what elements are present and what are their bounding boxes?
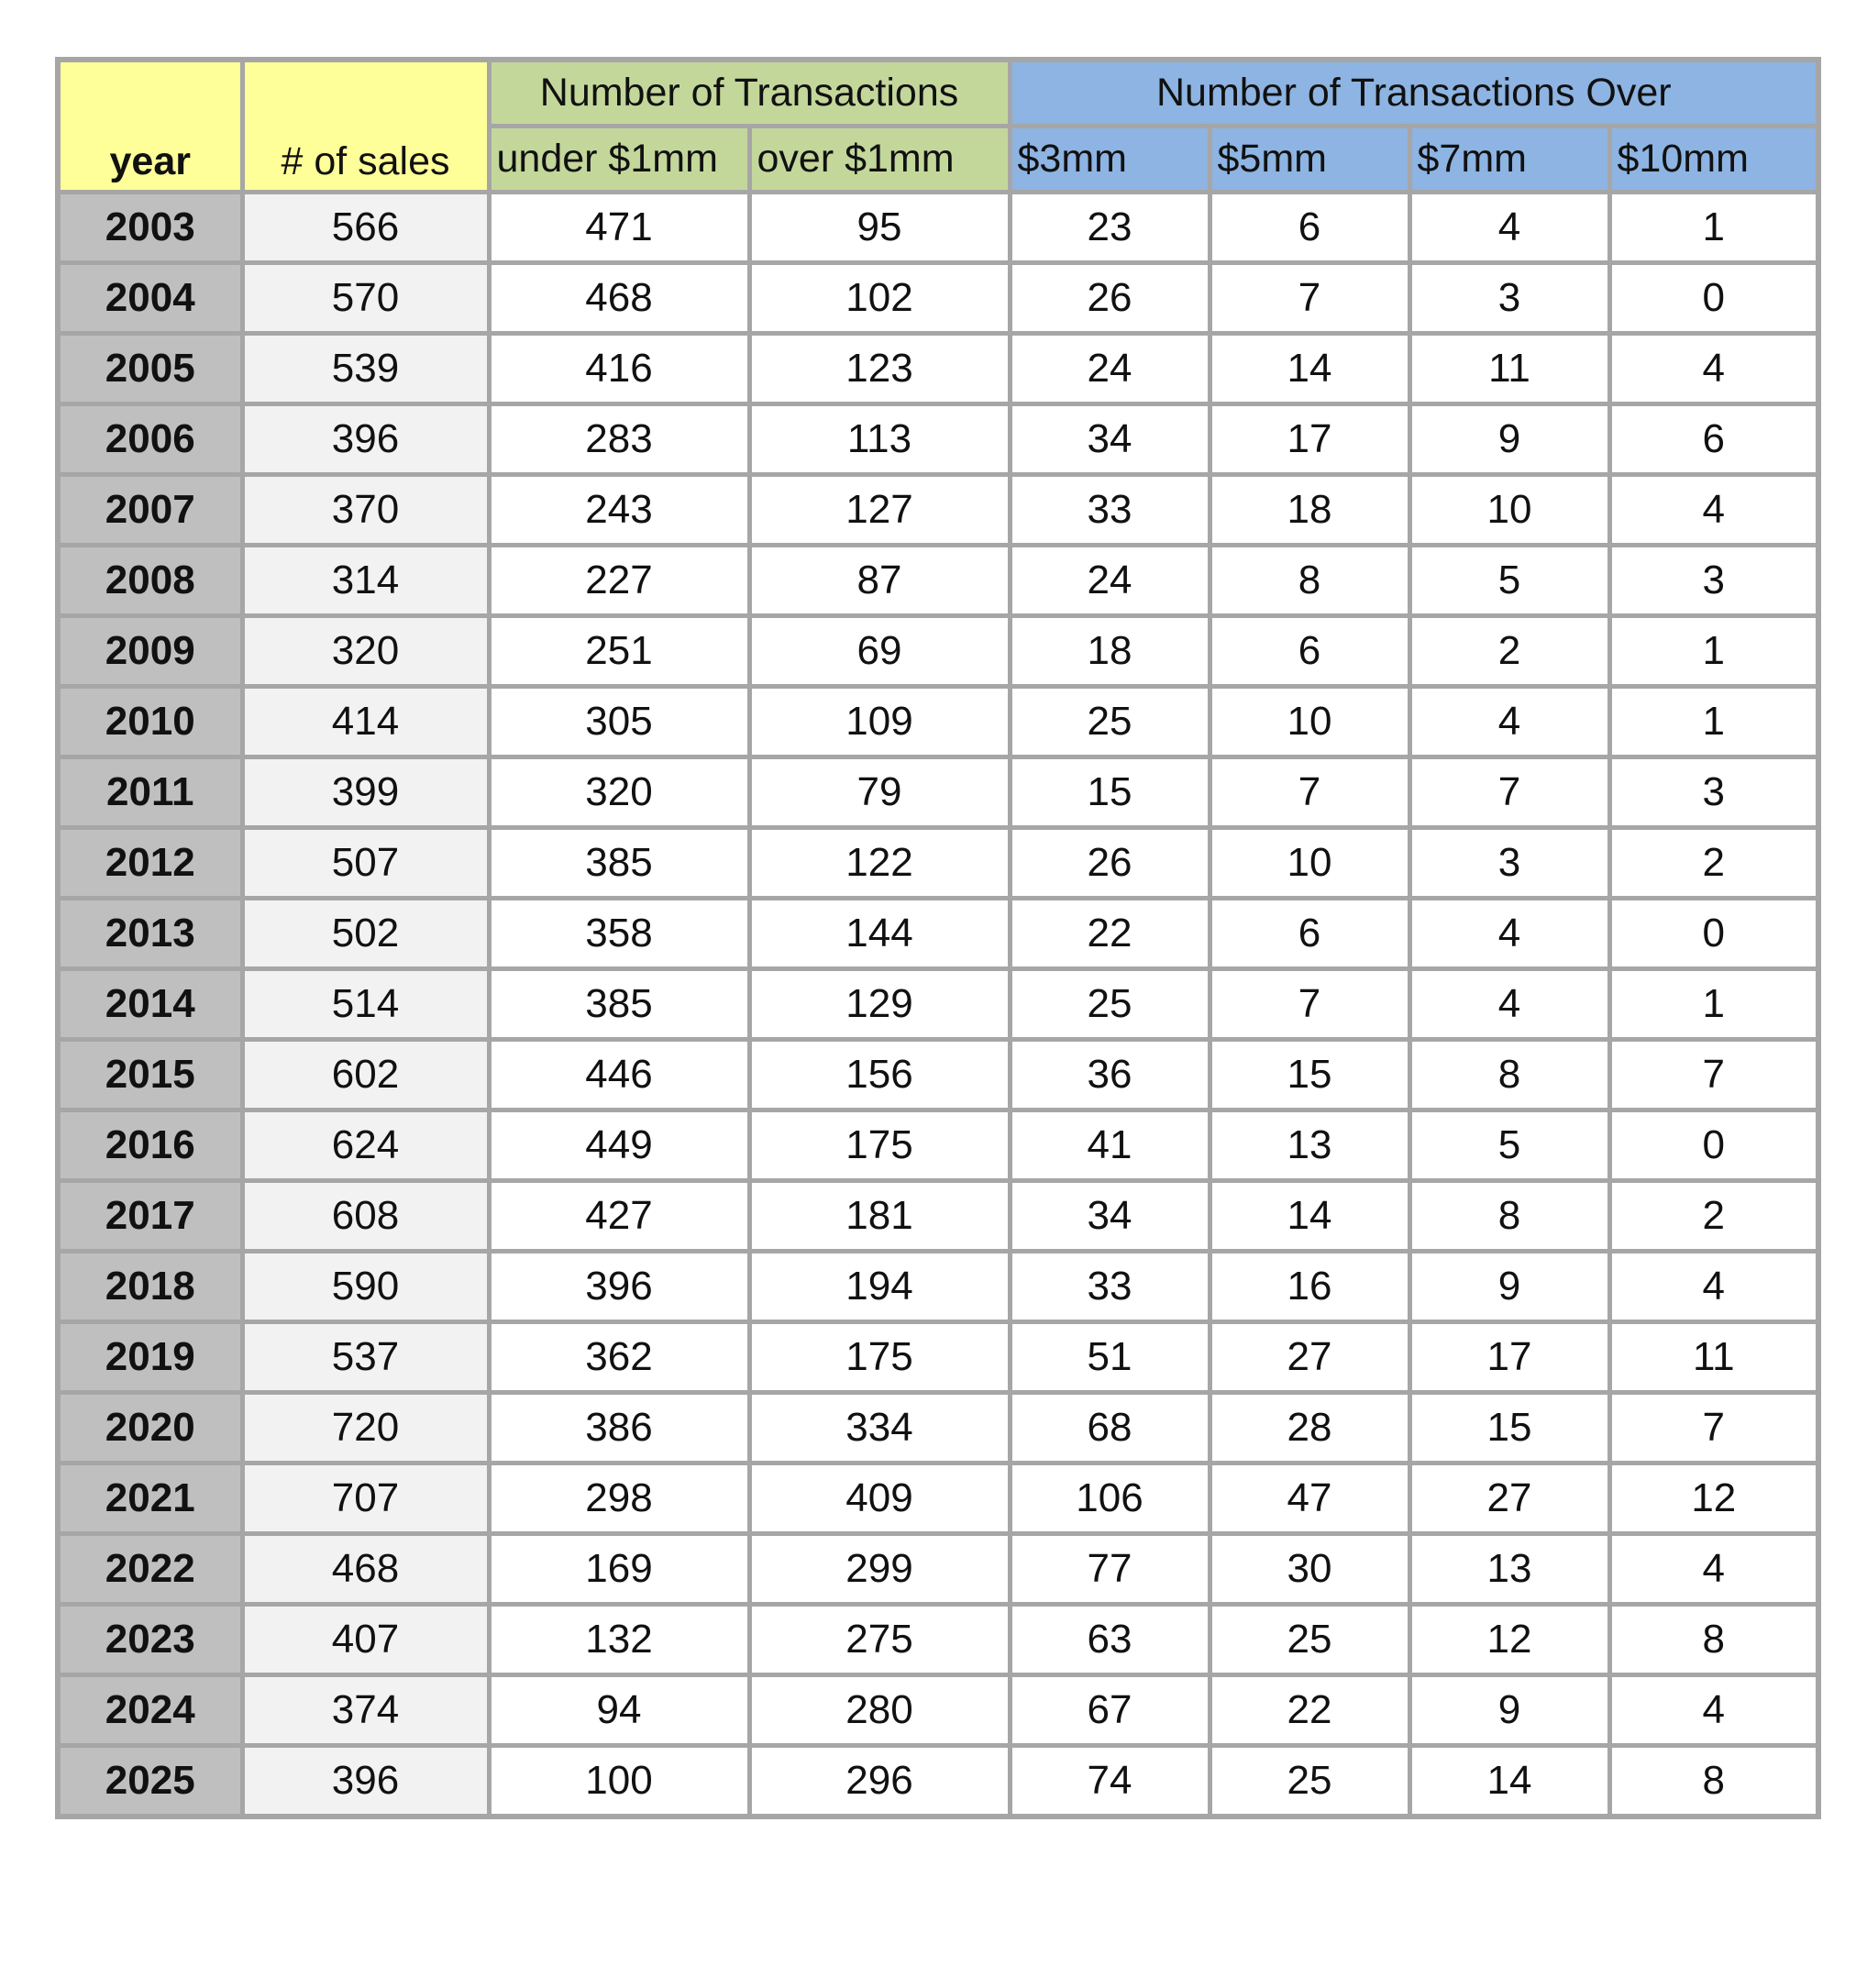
over-1mm-cell: 275 xyxy=(749,1605,1010,1675)
over-7mm-cell: 2 xyxy=(1409,616,1609,687)
over-3mm-cell: 26 xyxy=(1010,263,1210,334)
over-10mm-cell: 7 xyxy=(1609,1040,1818,1110)
table-row xyxy=(58,1393,1818,1463)
over-10mm-cell: 3 xyxy=(1609,757,1818,828)
over-3mm-cell: 25 xyxy=(1010,687,1210,757)
over-7mm-cell: 9 xyxy=(1409,404,1609,475)
over-1mm-cell: 280 xyxy=(749,1675,1010,1746)
sales-count-cell: 502 xyxy=(242,899,489,969)
over-10mm-cell: 4 xyxy=(1609,1675,1818,1746)
over-5mm-cell: 27 xyxy=(1210,1322,1409,1393)
over-3mm-cell: 67 xyxy=(1010,1675,1210,1746)
over-5mm-cell: 10 xyxy=(1210,828,1409,899)
over-3mm-cell: 106 xyxy=(1010,1463,1210,1534)
over-7mm-cell: 9 xyxy=(1409,1675,1609,1746)
year-cell: 2020 xyxy=(58,1393,242,1463)
over-1mm-cell: 156 xyxy=(749,1040,1010,1110)
table-row xyxy=(58,546,1818,616)
over-10mm-cell: 4 xyxy=(1609,334,1818,404)
over-7mm-cell: 7 xyxy=(1409,757,1609,828)
over-3mm-cell: 68 xyxy=(1010,1393,1210,1463)
table-row xyxy=(58,334,1818,404)
year-cell: 2004 xyxy=(58,263,242,334)
over-1mm-cell: 113 xyxy=(749,404,1010,475)
under-1mm-cell: 169 xyxy=(489,1534,749,1605)
sales-count-cell: 539 xyxy=(242,334,489,404)
over-1mm-cell: 175 xyxy=(749,1110,1010,1181)
over-5mm-cell: 16 xyxy=(1210,1252,1409,1322)
over-3mm-cell: 26 xyxy=(1010,828,1210,899)
over-10mm-cell: 1 xyxy=(1609,687,1818,757)
over-3mm-cell: 22 xyxy=(1010,899,1210,969)
over-1mm-cell: 296 xyxy=(749,1746,1010,1817)
sales-count-cell: 514 xyxy=(242,969,489,1040)
sales-count-cell: 374 xyxy=(242,1675,489,1746)
sales-count-cell: 707 xyxy=(242,1463,489,1534)
over-3mm-cell: 24 xyxy=(1010,546,1210,616)
over-3mm-cell: 34 xyxy=(1010,1181,1210,1252)
over-10mm-column-header: $10mm xyxy=(1609,127,1818,193)
over-7mm-column-header: $7mm xyxy=(1409,127,1609,193)
over-10mm-cell: 8 xyxy=(1609,1605,1818,1675)
header-row-groups xyxy=(58,60,1818,127)
over-1mm-cell: 144 xyxy=(749,899,1010,969)
over-3mm-cell: 25 xyxy=(1010,969,1210,1040)
over-1mm-cell: 334 xyxy=(749,1393,1010,1463)
year-cell: 2016 xyxy=(58,1110,242,1181)
under-1mm-cell: 385 xyxy=(489,828,749,899)
sales-count-cell: 396 xyxy=(242,404,489,475)
over-10mm-cell: 4 xyxy=(1609,1534,1818,1605)
over-1mm-cell: 175 xyxy=(749,1322,1010,1393)
over-7mm-cell: 4 xyxy=(1409,899,1609,969)
sales-count-cell: 608 xyxy=(242,1181,489,1252)
under-1mm-cell: 227 xyxy=(489,546,749,616)
year-cell: 2010 xyxy=(58,687,242,757)
sales-count-cell: 396 xyxy=(242,1746,489,1817)
table-row xyxy=(58,475,1818,546)
over-1mm-cell: 127 xyxy=(749,475,1010,546)
over-7mm-cell: 5 xyxy=(1409,1110,1609,1181)
year-cell: 2024 xyxy=(58,1675,242,1746)
over-3mm-cell: 77 xyxy=(1010,1534,1210,1605)
over-5mm-cell: 7 xyxy=(1210,263,1409,334)
over-3mm-cell: 18 xyxy=(1010,616,1210,687)
under-1mm-cell: 132 xyxy=(489,1605,749,1675)
over-10mm-cell: 0 xyxy=(1609,263,1818,334)
under-1mm-cell: 396 xyxy=(489,1252,749,1322)
sales-count-cell: 468 xyxy=(242,1534,489,1605)
sales-count-cell: 370 xyxy=(242,475,489,546)
over-10mm-cell: 1 xyxy=(1609,193,1818,263)
over-5mm-cell: 28 xyxy=(1210,1393,1409,1463)
sales-column-header: # of sales xyxy=(242,60,489,193)
table-row xyxy=(58,1110,1818,1181)
table-row xyxy=(58,1675,1818,1746)
over-7mm-cell: 10 xyxy=(1409,475,1609,546)
sales-transactions-table xyxy=(55,57,1821,1819)
under-1mm-cell: 427 xyxy=(489,1181,749,1252)
over-1mm-cell: 79 xyxy=(749,757,1010,828)
over-10mm-cell: 1 xyxy=(1609,616,1818,687)
over-3mm-cell: 74 xyxy=(1010,1746,1210,1817)
year-cell: 2017 xyxy=(58,1181,242,1252)
year-cell: 2013 xyxy=(58,899,242,969)
under-1mm-cell: 449 xyxy=(489,1110,749,1181)
sales-count-cell: 566 xyxy=(242,193,489,263)
over-1mm-cell: 181 xyxy=(749,1181,1010,1252)
over-10mm-cell: 12 xyxy=(1609,1463,1818,1534)
table-header xyxy=(58,60,1818,193)
over-7mm-cell: 11 xyxy=(1409,334,1609,404)
over-7mm-cell: 12 xyxy=(1409,1605,1609,1675)
over-3mm-cell: 33 xyxy=(1010,475,1210,546)
table-row xyxy=(58,1463,1818,1534)
year-cell: 2015 xyxy=(58,1040,242,1110)
over-5mm-cell: 18 xyxy=(1210,475,1409,546)
over-5mm-cell: 6 xyxy=(1210,899,1409,969)
over-5mm-cell: 8 xyxy=(1210,546,1409,616)
over-7mm-cell: 27 xyxy=(1409,1463,1609,1534)
over-3mm-cell: 33 xyxy=(1010,1252,1210,1322)
over-3mm-cell: 34 xyxy=(1010,404,1210,475)
over-7mm-cell: 4 xyxy=(1409,687,1609,757)
over-5mm-column-header: $5mm xyxy=(1210,127,1409,193)
over-3mm-cell: 36 xyxy=(1010,1040,1210,1110)
over-1mm-column-header: over $1mm xyxy=(749,127,1010,193)
sales-count-cell: 414 xyxy=(242,687,489,757)
over-5mm-cell: 6 xyxy=(1210,616,1409,687)
over-10mm-cell: 2 xyxy=(1609,1181,1818,1252)
year-cell: 2009 xyxy=(58,616,242,687)
over-5mm-cell: 47 xyxy=(1210,1463,1409,1534)
over-10mm-cell: 4 xyxy=(1609,1252,1818,1322)
table-row xyxy=(58,1181,1818,1252)
under-1mm-cell: 446 xyxy=(489,1040,749,1110)
over-5mm-cell: 14 xyxy=(1210,334,1409,404)
transactions-group-header: Number of Transactions xyxy=(489,60,1010,127)
over-10mm-cell: 11 xyxy=(1609,1322,1818,1393)
year-column-header: year xyxy=(58,60,242,193)
over-3mm-column-header: $3mm xyxy=(1010,127,1210,193)
transactions-over-group-header: Number of Transactions Over xyxy=(1010,60,1818,127)
over-7mm-cell: 9 xyxy=(1409,1252,1609,1322)
over-5mm-cell: 25 xyxy=(1210,1605,1409,1675)
under-1mm-cell: 416 xyxy=(489,334,749,404)
year-cell: 2003 xyxy=(58,193,242,263)
over-7mm-cell: 5 xyxy=(1409,546,1609,616)
over-1mm-cell: 194 xyxy=(749,1252,1010,1322)
over-1mm-cell: 102 xyxy=(749,263,1010,334)
year-cell: 2008 xyxy=(58,546,242,616)
table-row xyxy=(58,828,1818,899)
over-3mm-cell: 24 xyxy=(1010,334,1210,404)
table-row xyxy=(58,1534,1818,1605)
table-row xyxy=(58,1605,1818,1675)
year-cell: 2018 xyxy=(58,1252,242,1322)
sales-count-cell: 399 xyxy=(242,757,489,828)
over-5mm-cell: 15 xyxy=(1210,1040,1409,1110)
year-cell: 2014 xyxy=(58,969,242,1040)
sales-count-cell: 624 xyxy=(242,1110,489,1181)
over-5mm-cell: 7 xyxy=(1210,757,1409,828)
over-1mm-cell: 87 xyxy=(749,546,1010,616)
over-10mm-cell: 0 xyxy=(1609,899,1818,969)
sales-count-cell: 537 xyxy=(242,1322,489,1393)
table-row xyxy=(58,616,1818,687)
over-3mm-cell: 23 xyxy=(1010,193,1210,263)
under-1mm-cell: 243 xyxy=(489,475,749,546)
over-7mm-cell: 15 xyxy=(1409,1393,1609,1463)
year-cell: 2019 xyxy=(58,1322,242,1393)
over-5mm-cell: 30 xyxy=(1210,1534,1409,1605)
over-5mm-cell: 14 xyxy=(1210,1181,1409,1252)
sales-count-cell: 720 xyxy=(242,1393,489,1463)
over-1mm-cell: 109 xyxy=(749,687,1010,757)
year-cell: 2005 xyxy=(58,334,242,404)
under-1mm-cell: 305 xyxy=(489,687,749,757)
over-5mm-cell: 13 xyxy=(1210,1110,1409,1181)
sales-count-cell: 570 xyxy=(242,263,489,334)
under-1mm-cell: 100 xyxy=(489,1746,749,1817)
sales-count-cell: 314 xyxy=(242,546,489,616)
under-1mm-cell: 362 xyxy=(489,1322,749,1393)
over-7mm-cell: 8 xyxy=(1409,1040,1609,1110)
over-5mm-cell: 7 xyxy=(1210,969,1409,1040)
over-10mm-cell: 4 xyxy=(1609,475,1818,546)
under-1mm-column-header: under $1mm xyxy=(489,127,749,193)
under-1mm-cell: 320 xyxy=(489,757,749,828)
over-7mm-cell: 3 xyxy=(1409,828,1609,899)
over-5mm-cell: 25 xyxy=(1210,1746,1409,1817)
under-1mm-cell: 251 xyxy=(489,616,749,687)
table-row xyxy=(58,1252,1818,1322)
year-cell: 2012 xyxy=(58,828,242,899)
table-row xyxy=(58,193,1818,263)
sales-count-cell: 507 xyxy=(242,828,489,899)
year-cell: 2022 xyxy=(58,1534,242,1605)
over-7mm-cell: 8 xyxy=(1409,1181,1609,1252)
under-1mm-cell: 283 xyxy=(489,404,749,475)
over-3mm-cell: 51 xyxy=(1010,1322,1210,1393)
year-cell: 2021 xyxy=(58,1463,242,1534)
over-5mm-cell: 22 xyxy=(1210,1675,1409,1746)
under-1mm-cell: 468 xyxy=(489,263,749,334)
over-5mm-cell: 6 xyxy=(1210,193,1409,263)
over-10mm-cell: 1 xyxy=(1609,969,1818,1040)
over-10mm-cell: 6 xyxy=(1609,404,1818,475)
year-cell: 2011 xyxy=(58,757,242,828)
over-1mm-cell: 123 xyxy=(749,334,1010,404)
over-1mm-cell: 129 xyxy=(749,969,1010,1040)
over-1mm-cell: 69 xyxy=(749,616,1010,687)
year-cell: 2025 xyxy=(58,1746,242,1817)
over-7mm-cell: 3 xyxy=(1409,263,1609,334)
under-1mm-cell: 358 xyxy=(489,899,749,969)
year-cell: 2023 xyxy=(58,1605,242,1675)
table-row xyxy=(58,263,1818,334)
over-7mm-cell: 17 xyxy=(1409,1322,1609,1393)
over-10mm-cell: 2 xyxy=(1609,828,1818,899)
sales-count-cell: 602 xyxy=(242,1040,489,1110)
table-row xyxy=(58,1322,1818,1393)
under-1mm-cell: 386 xyxy=(489,1393,749,1463)
over-10mm-cell: 3 xyxy=(1609,546,1818,616)
over-1mm-cell: 409 xyxy=(749,1463,1010,1534)
table-row xyxy=(58,757,1818,828)
over-3mm-cell: 15 xyxy=(1010,757,1210,828)
sales-count-cell: 590 xyxy=(242,1252,489,1322)
over-3mm-cell: 41 xyxy=(1010,1110,1210,1181)
table-row xyxy=(58,1040,1818,1110)
table-row xyxy=(58,404,1818,475)
table-row xyxy=(58,1746,1818,1817)
over-5mm-cell: 10 xyxy=(1210,687,1409,757)
over-7mm-cell: 13 xyxy=(1409,1534,1609,1605)
over-10mm-cell: 0 xyxy=(1609,1110,1818,1181)
sales-count-cell: 407 xyxy=(242,1605,489,1675)
table-row xyxy=(58,899,1818,969)
over-7mm-cell: 4 xyxy=(1409,193,1609,263)
under-1mm-cell: 471 xyxy=(489,193,749,263)
over-7mm-cell: 14 xyxy=(1409,1746,1609,1817)
under-1mm-cell: 94 xyxy=(489,1675,749,1746)
table-body xyxy=(58,193,1818,1817)
over-1mm-cell: 299 xyxy=(749,1534,1010,1605)
year-cell: 2006 xyxy=(58,404,242,475)
under-1mm-cell: 298 xyxy=(489,1463,749,1534)
sales-count-cell: 320 xyxy=(242,616,489,687)
over-3mm-cell: 63 xyxy=(1010,1605,1210,1675)
over-1mm-cell: 122 xyxy=(749,828,1010,899)
over-10mm-cell: 8 xyxy=(1609,1746,1818,1817)
table-row xyxy=(58,687,1818,757)
year-cell: 2007 xyxy=(58,475,242,546)
under-1mm-cell: 385 xyxy=(489,969,749,1040)
over-10mm-cell: 7 xyxy=(1609,1393,1818,1463)
over-1mm-cell: 95 xyxy=(749,193,1010,263)
over-5mm-cell: 17 xyxy=(1210,404,1409,475)
over-7mm-cell: 4 xyxy=(1409,969,1609,1040)
table-row xyxy=(58,969,1818,1040)
